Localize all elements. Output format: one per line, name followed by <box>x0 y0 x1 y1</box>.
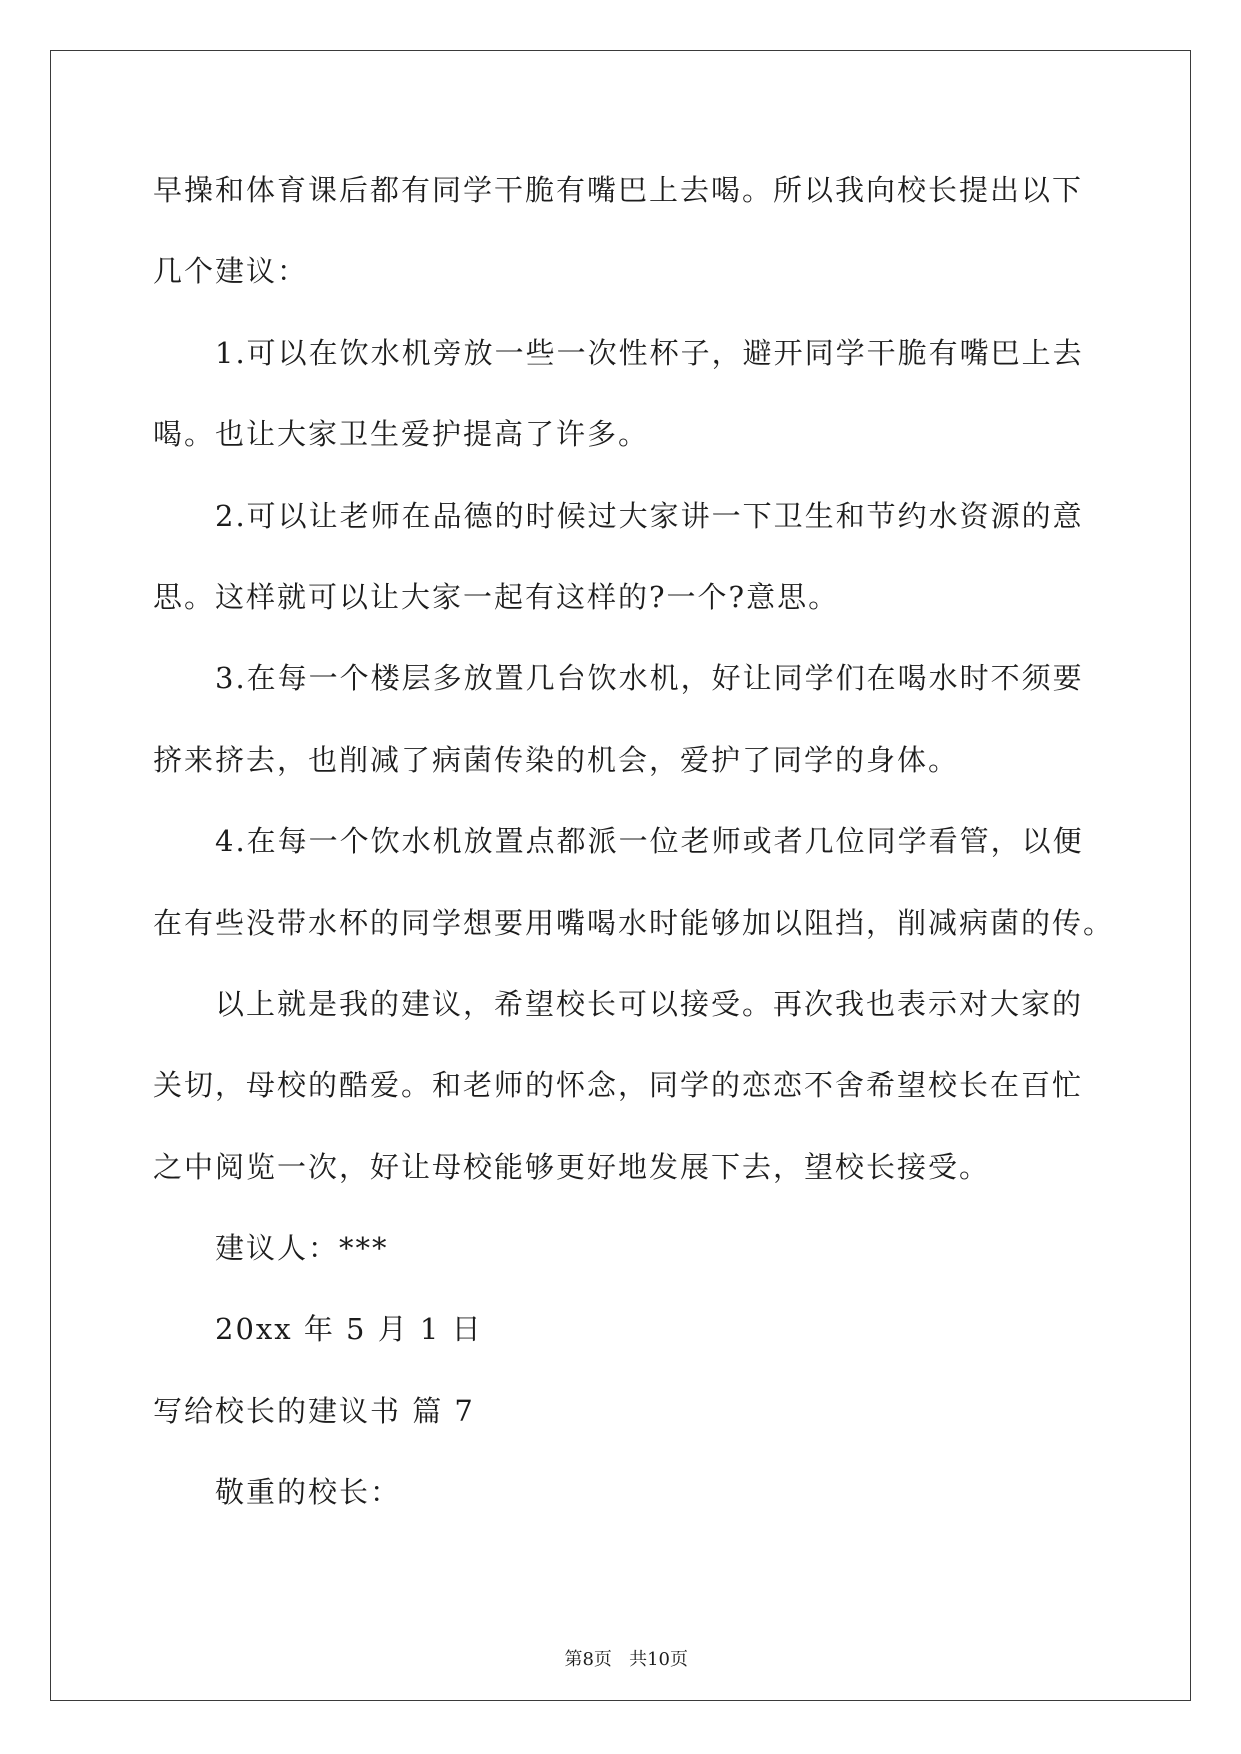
body-line: 4.在每一个饮水机放置点都派一位老师或者几位同学看管，以便 <box>215 824 1084 859</box>
body-line: 2.可以让老师在品德的时候过大家讲一下卫生和节约水资源的意 <box>215 498 1084 533</box>
body-line: 关切，母校的酷爱。和老师的怀念，同学的恋恋不舍希望校长在百忙 <box>153 1068 1084 1103</box>
body-line: 挤来挤去，也削减了病菌传染的机会，爱护了同学的身体。 <box>153 742 960 777</box>
suggestion-item-2 <box>153 476 1143 639</box>
document-body <box>153 150 1143 1534</box>
signature: 建议人：*** <box>215 1231 389 1266</box>
date: 20xx 年 5 月 1 日 <box>215 1312 483 1347</box>
section-title: 写给校长的建议书 篇 7 <box>153 1393 475 1428</box>
suggestion-item-3 <box>153 638 1143 801</box>
page-number: 第8页 共10页 <box>564 1649 688 1670</box>
closing-paragraph <box>153 964 1143 1208</box>
body-line: 在有些没带水杯的同学想要用嘴喝水时能够加以阻挡，削减病菌的传。 <box>153 905 1115 940</box>
salutation: 敬重的校长： <box>215 1475 402 1510</box>
paragraph-continued <box>153 150 1143 313</box>
body-line: 思。这样就可以让大家一起有这样的?一个?意思。 <box>153 579 840 614</box>
body-line: 之中阅览一次，好让母校能够更好地发展下去，望校长接受。 <box>153 1149 991 1184</box>
body-line: 以上就是我的建议，希望校长可以接受。再次我也表示对大家的 <box>215 986 1084 1021</box>
body-line: 早操和体育课后都有同学干脆有嘴巴上去喝。所以我向校长提出以下 <box>153 173 1084 207</box>
body-line: 几个建议： <box>153 254 309 289</box>
suggestion-item-4 <box>153 801 1143 964</box>
body-line: 1.可以在饮水机旁放一些一次性杯子，避开同学干脆有嘴巴上去 <box>215 335 1084 370</box>
page-footer <box>0 1624 1241 1672</box>
body-line: 3.在每一个楼层多放置几台饮水机，好让同学们在喝水时不须要 <box>215 661 1084 696</box>
suggestion-item-1 <box>153 313 1143 476</box>
body-line: 喝。也让大家卫生爱护提高了许多。 <box>153 417 650 452</box>
